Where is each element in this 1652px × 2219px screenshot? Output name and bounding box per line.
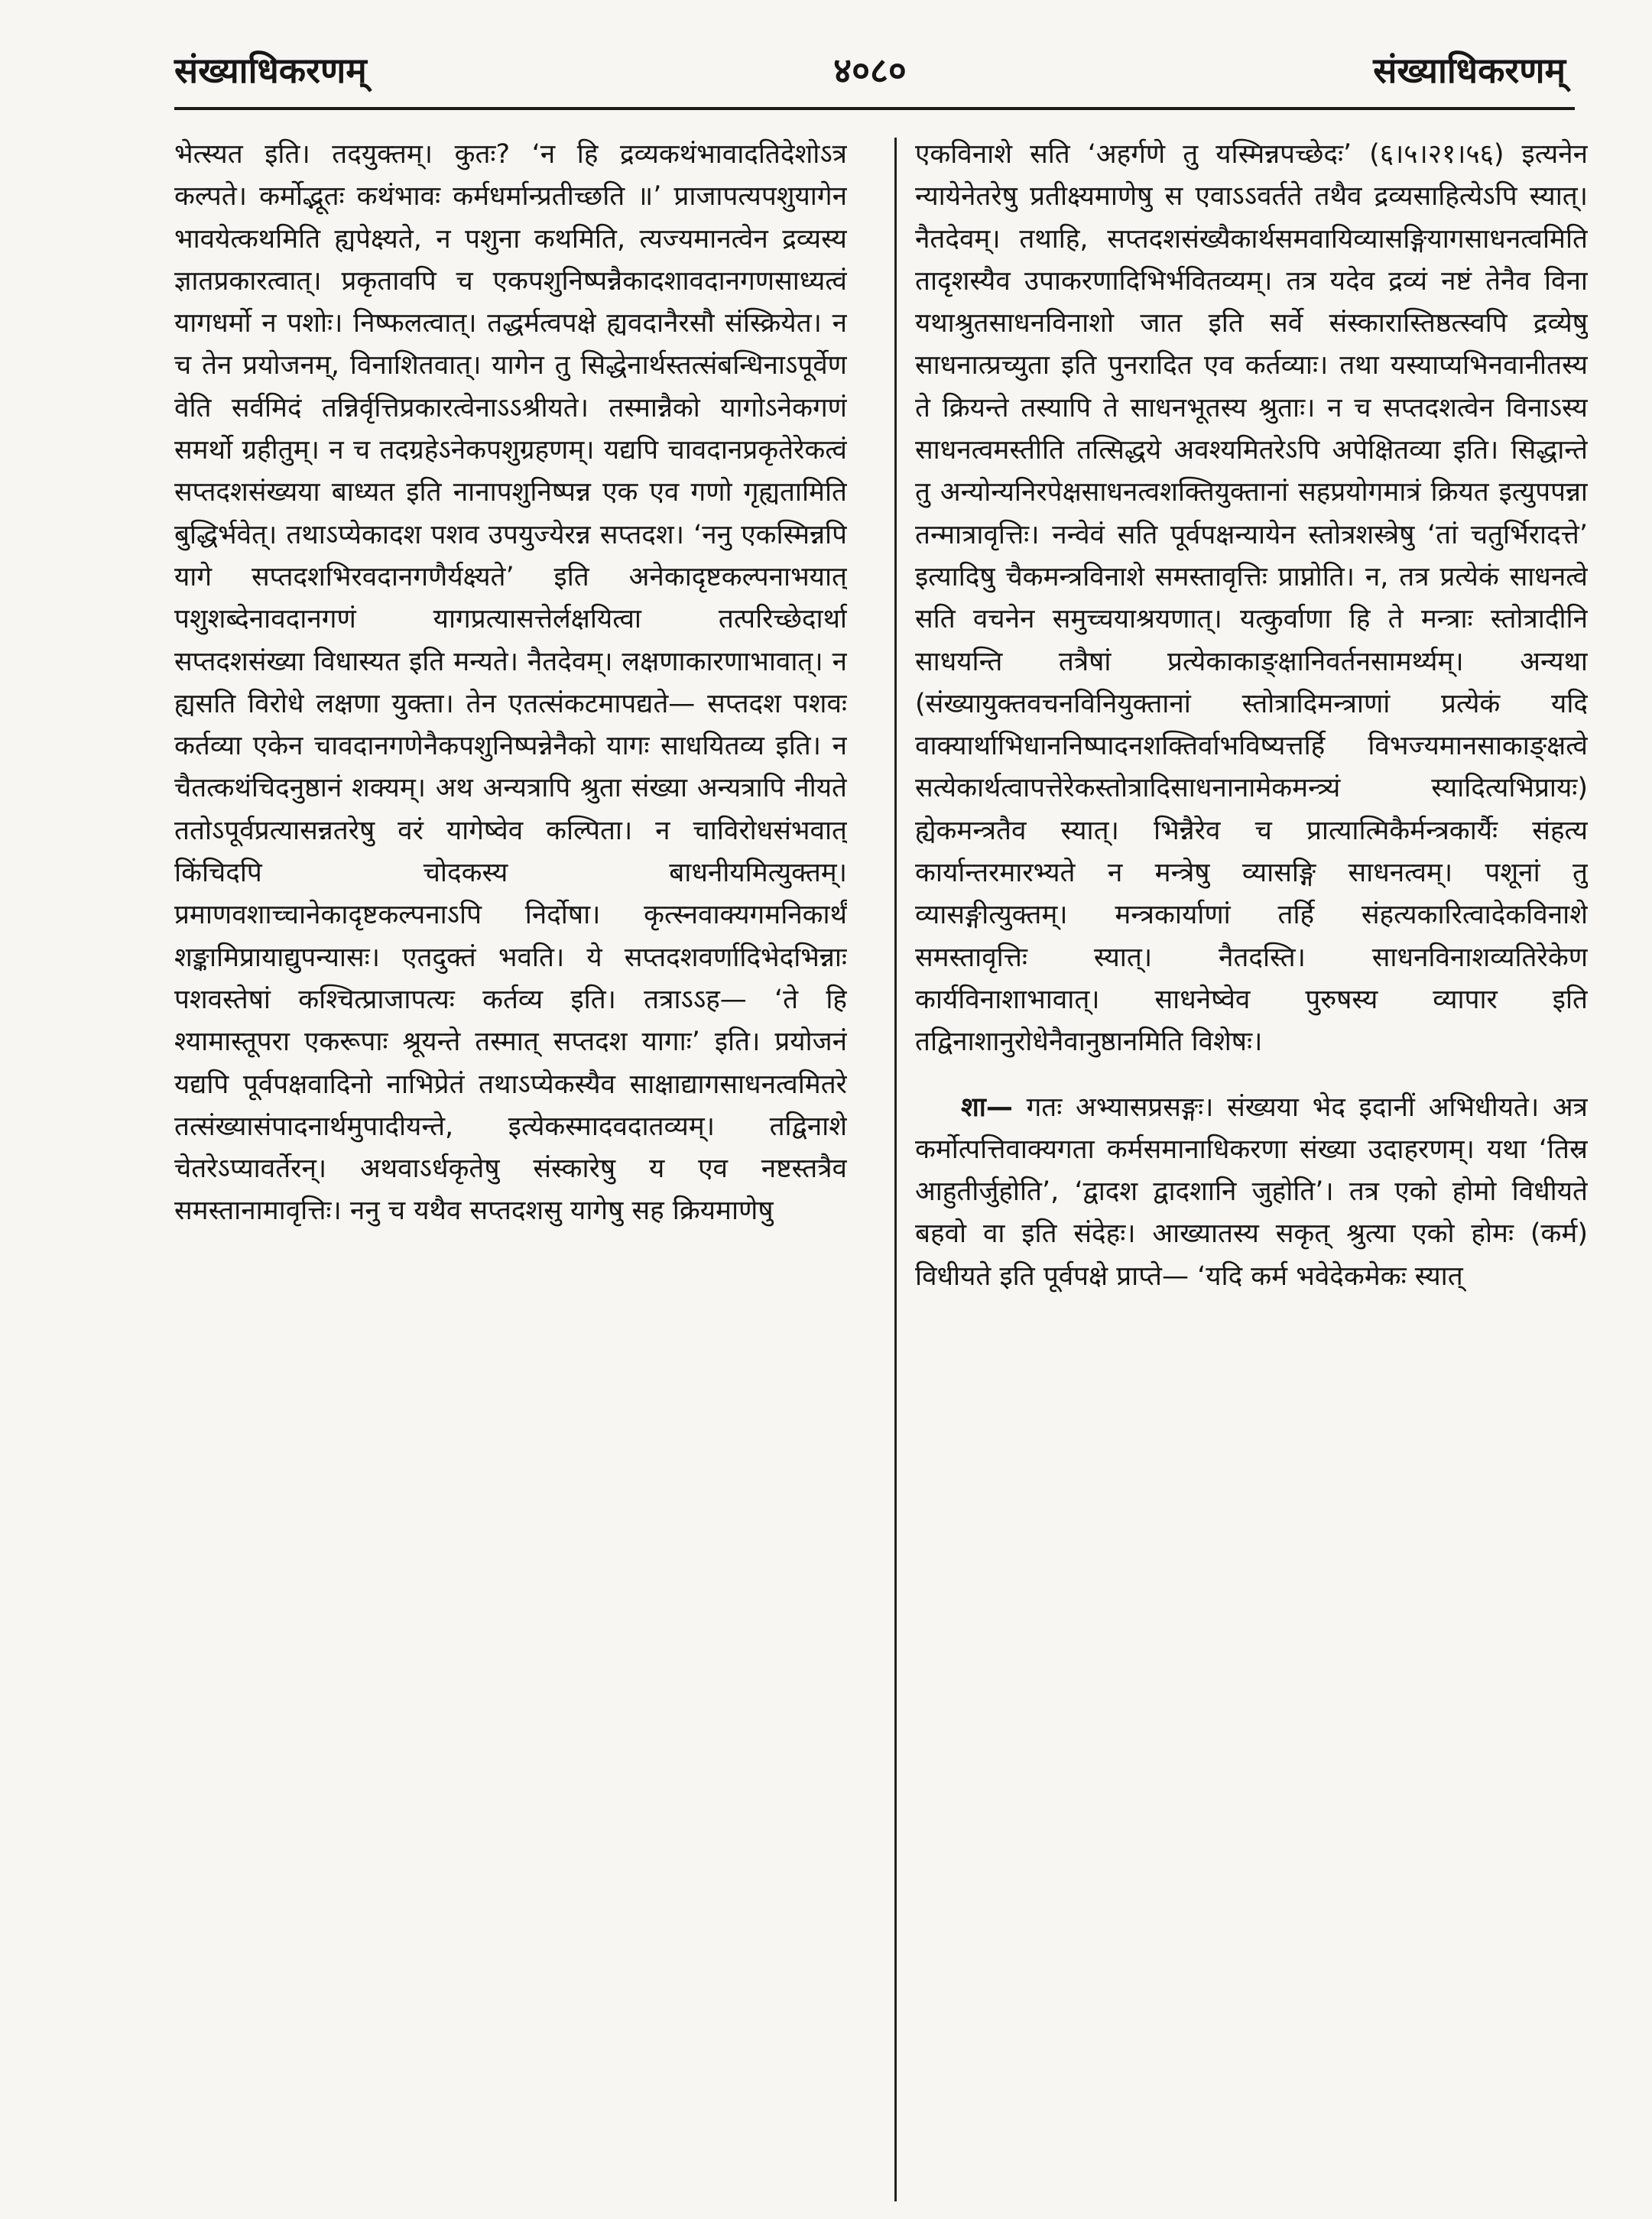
column-divider [894,138,897,2201]
commentary-text: गतः अभ्यासप्रसङ्गः। संख्यया भेद इदानीं अभिधीयते। अत्र कर्मोत्पत्तिवाक्यगता कर्मसमानाधिकरणा संख्या उदाहरणम्। यथा ‘तिस्र आहुतीर्जुहोति’, ‘द्वादश द्वादशानि जुहोति’। तत्र एको होमो विधीयते बहवो वा इति संदेहः। आख्यातस्य सकृत् श्रुत्या एको होमः (कर्म) विधीयते इति पूर्वपक्षे प्राप्ते— ‘यदि कर्म भवेदेकमेकः स्यात् [915,1092,1588,1292]
running-head-left: संख्याधिकरणम् [174,50,367,91]
running-head-right: संख्याधिकरणम् [1373,50,1566,91]
page-header [174,32,1566,93]
right-column-paragraph-2 [915,1087,1588,1298]
right-column [915,134,1588,2198]
header-rule [174,107,1575,110]
right-column-text: एकविनाशे सति ‘अहर्गणे तु यस्मिन्नपच्छेदः’ (६।५।२१।५६) इत्यनेन न्यायेनेतरेषु प्रतीक्ष्यमाणेषु स एवाऽऽवर्तते तथैव द्रव्यसाहित्येऽपि स्यात्। नैतदेवम्। तथाहि, सप्तदशसंख्यैकार्थसमवायिव्यासङ्गियागसाधनत्वमिति तादृशस्यैव उपाकरणादिभिर्भवितव्यम्। तत्र यदेव द्रव्यं नष्टं तेनैव विना यथाश्रुतसाधनविनाशो जात इति सर्वे संस्कारास्तिष्ठत्स्वपि द्रव्येषु साधनात्प्रच्युता इति पुनरादित एव कर्तव्याः। तथा यस्याप्यभिनवानीतस्य ते क्रियन्ते तस्यापि ते साधनभूतस्य श्रुताः। न च सप्तदशत्वेन विनाऽस्य साधनत्वमस्तीति तत्सिद्धये अवश्यमितरेऽपि अपेक्षितव्या इति। सिद्धान्ते तु अन्योन्यनिरपेक्षसाधनत्वशक्तियुक्तानां सहप्रयोगमात्रं क्रियत इत्युपपन्ना तन्मात्रावृत्तिः। नन्वेवं सति पूर्वपक्षन्यायेन स्तोत्रशस्त्रेषु ‘तां चतुर्भिरादत्ते’ इत्यादिषु चैकमन्त्रविनाशे समस्तावृत्तिः प्राप्नोति। न, तत्र प्रत्येकं साधनत्वे सति वचनेन समुच्चयाश्रयणात्। यत्कुर्वाणा हि ते मन्त्राः स्तोत्रादीनि साधयन्ति तत्रैषां प्रत्येकाकाङ्क्षानिवर्तनसामर्थ्यम्। अन्यथा (संख्यायुक्तवचनविनियुक्तानां स्तोत्रादिमन्त्राणां प्रत्येकं यदि वाक्यार्थाभिधाननिष्पादनशक्तिर्वाभविष्यत्तर्हि विभज्यमानसाकाङ्क्षत्वे सत्येकार्थत्वापत्तेरेकस्तोत्रादिसाधनानामेकमन्त्र्यं स्यादित्यभिप्रायः) ह्येकमन्त्रतैव स्यात्। भिन्नैरेव च प्रात्यात्मिकैर्मन्त्रकार्यैः संहत्य कार्यान्तरमारभ्यते न मन्त्रेषु व्यासङ्गि साधनत्वम्। पशूनां तु व्यासङ्गीत्युक्तम्। मन्त्रकार्याणां तर्हि संहत्यकारित्वादेकविनाशे समस्तावृत्तिः स्यात्। नैतदस्ति। साधनविनाशव्यतिरेकेण कार्यविनाशाभावात्। साधनेष्वेव पुरुषस्य व्यापार इति तद्विनाशानुरोधेनैवानुष्ठानमिति विशेषः। [915,139,1588,1058]
page-number: ४०८० [833,50,907,91]
left-column [174,134,847,2198]
left-column-text: भेत्स्यत इति। तदयुक्तम्। कुतः? ‘न हि द्रव्यकथंभावादतिदेशोऽत्र कल्पते। कर्मोद्भूतः कथंभावः कर्मधर्मान्प्रतीच्छति ॥’ प्राजापत्यपशुयागेन भावयेत्कथमिति ह्यपेक्ष्यते, न पशुना कथमिति, त्यज्यमानत्वेन द्रव्यस्य ज्ञातप्रकारत्वात्। प्रकृतावपि च एकपशुनिष्पन्नैकादशावदानगणसाध्यत्वं यागधर्मो न पशोः। निष्फलत्वात्। तद्धर्मत्वपक्षे ह्यवदानैरसौ संस्क्रियेत। न च तेन प्रयोजनम्, विनाशितवात्। यागेन तु सिद्धेनार्थस्तत्संबन्धिनाऽपूर्वेण वेति सर्वमिदं तन्निर्वृत्तिप्रकारत्वेनाऽऽश्रीयते। तस्मान्नैको यागोऽनेकगणं समर्थो ग्रहीतुम्। न च तदग्रहेऽनेकपशुग्रहणम्। यद्यपि चावदानप्रकृतेरेकत्वं सप्तदशसंख्यया बाध्यत इति नानापशुनिष्पन्न एक एव गणो गृह्यतामिति बुद्धिर्भवेत्। तथाऽप्येकादश पशव उपयुज्येरन्न सप्तदश। ‘ननु एकस्मिन्नपि यागे सप्तदशभिरवदानगणैर्यक्ष्यते’ इति अनेकादृष्टकल्पनाभयात् पशुशब्देनावदानगणं यागप्रत्यासत्तेर्लक्षयित्वा तत्परिच्छेदार्था सप्तदशसंख्या विधास्यत इति मन्यते। नैतदेवम्। लक्षणाकारणाभावात्। न ह्यसति विरोधे लक्षणा युक्ता। तेन एतत्संकटमापद्यते— सप्तदश पशवः कर्तव्या एकेन चावदानगणेनैकपशुनिष्पन्नेनैको यागः साधयितव्य इति। न चैतत्कथंचिदनुष्ठानं शक्यम्। अथ अन्यत्रापि श्रुता संख्या अन्यत्रापि नीयते ततोऽपूर्वप्रत्यासन्नतरेषु वरं यागेष्वेव कल्पिता। न चाविरोधसंभवात् किंचिदपि चोदकस्य बाधनीयमित्युक्तम्। प्रमाणवशाच्चानेकादृष्टकल्पनाऽपि निर्दोषा। कृत्स्नवाक्यगमनिकार्थं शङ्कामिप्रायाद्युपन्यासः। एतदुक्तं भवति। ये सप्तदशवर्णादिभेदभिन्नाः पशवस्तेषां कश्चित्प्राजापत्यः कर्तव्य इति। तत्राऽऽह— ‘ते हि श्यामास्तूपरा एकरूपाः श्रूयन्ते तस्मात् सप्तदश यागाः’ इति। प्रयोजनं यद्यपि पूर्वपक्षवादिनो नाभिप्रेतं तथाऽप्येकस्यैव साक्षाद्यागसाधनत्वमितरे तत्संख्यासंपादनार्थमुपादीयन्ते, इत्येकस्मादवदातव्यम्। तद्विनाशे चेतरेऽप्यावर्तेरन्। अथवाऽर्धकृतेषु संस्कारेषु य एव नष्टस्तत्रैव समस्तानामावृत्तिः। ननु च यथैव सप्तदशसु यागेषु सह क्रियमाणेषु [174,139,847,1227]
commentary-label: शा— [961,1092,1013,1123]
